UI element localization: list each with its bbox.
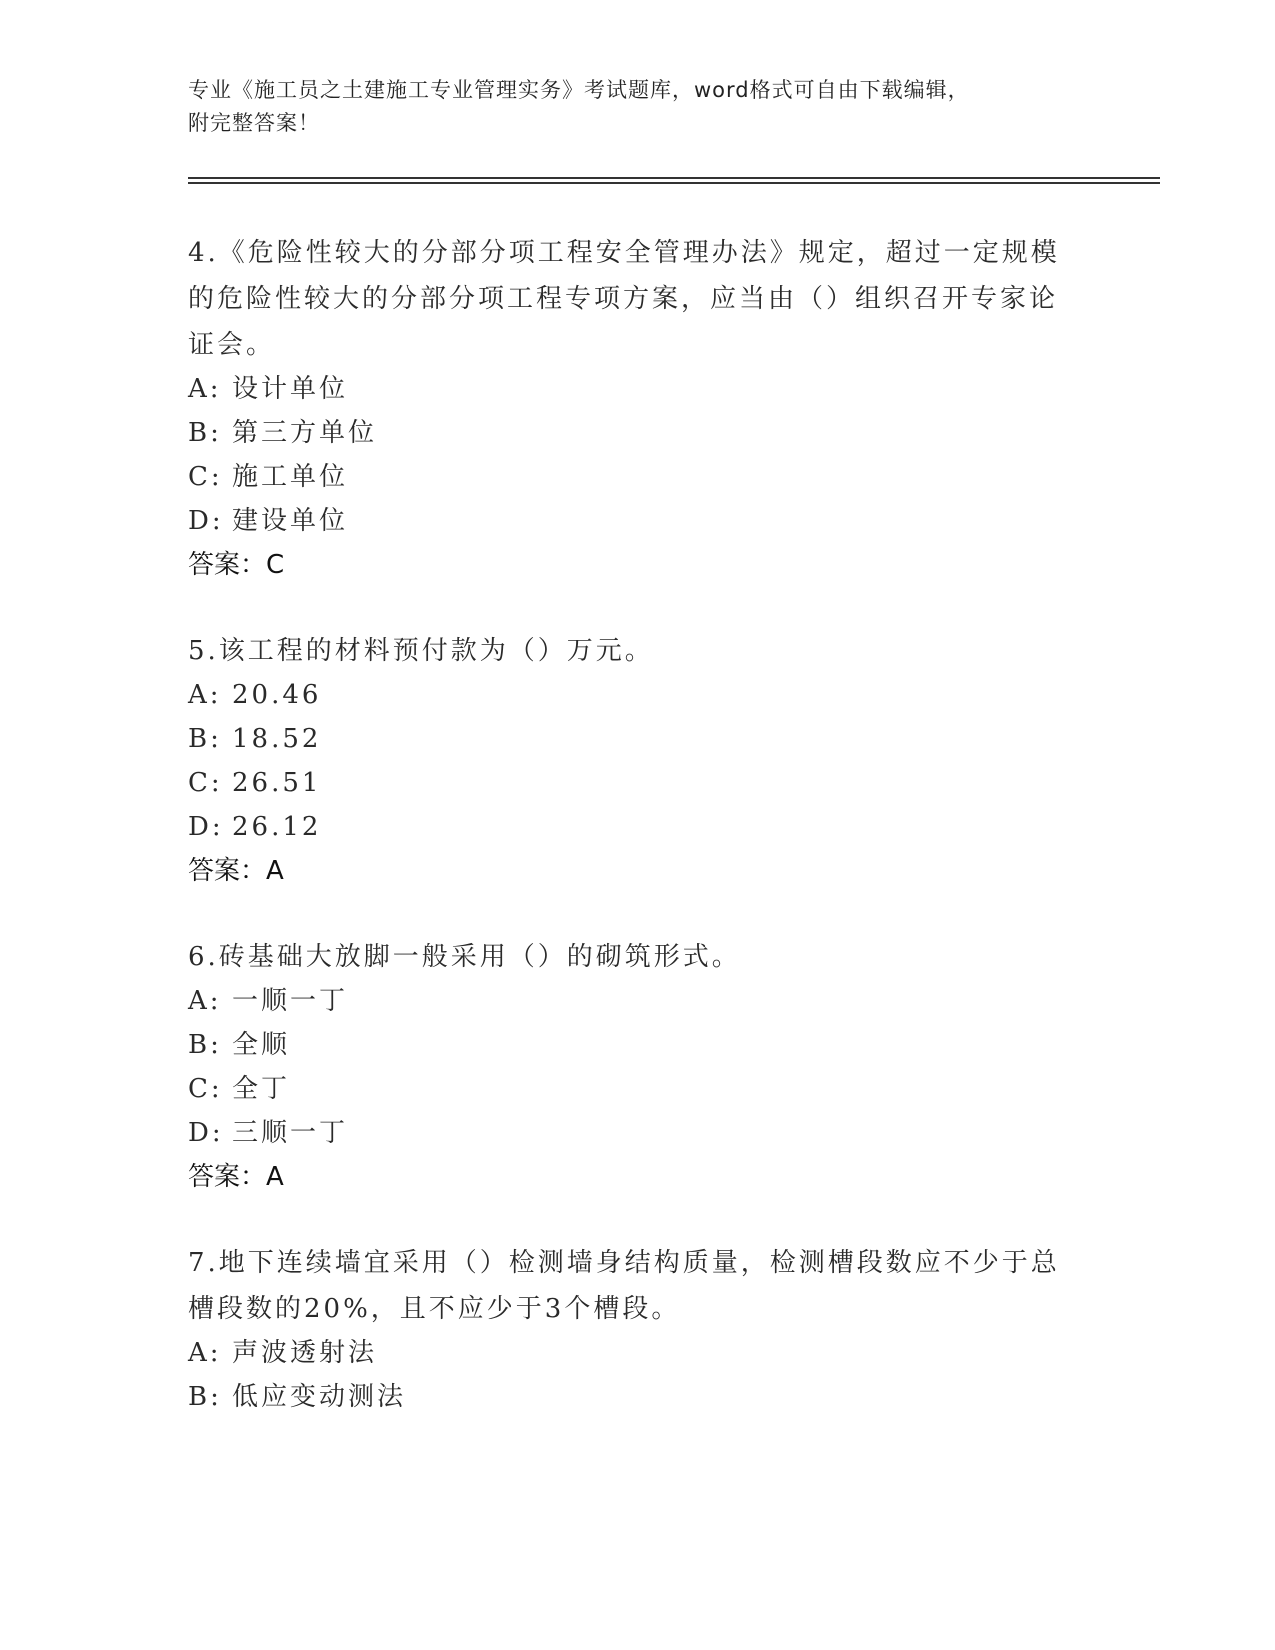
question-4-option-d bbox=[188, 498, 348, 544]
question-5-option-d bbox=[188, 804, 321, 850]
question-4-option-b bbox=[188, 410, 377, 456]
option-text: 全顺 bbox=[232, 1030, 291, 1060]
question-5-answer: 答案：A bbox=[188, 856, 284, 886]
question-7-text: 7.地下连续墙宜采用（）检测墙身结构质量，检测槽段数应不少于总槽段数的20%，且不应少于3个槽段。 bbox=[188, 1248, 1060, 1324]
option-key: A: bbox=[188, 986, 222, 1016]
option-text: 设计单位 bbox=[232, 374, 349, 404]
question-4-text: 4.《危险性较大的分部分项工程安全管理办法》规定，超过一定规模的危险性较大的分部分项工程专项方案，应当由（）组织召开专家论证会。 bbox=[188, 238, 1060, 360]
option-text: 18.52 bbox=[232, 724, 322, 754]
document-header bbox=[188, 74, 1068, 140]
question-6-option-b bbox=[188, 1022, 290, 1068]
option-key: D: bbox=[188, 1118, 224, 1148]
question-6-option-c bbox=[188, 1066, 290, 1112]
option-text: 全丁 bbox=[232, 1074, 291, 1104]
option-key: B: bbox=[188, 724, 222, 754]
option-key: A: bbox=[188, 1338, 222, 1368]
question-5-option-a bbox=[188, 672, 321, 718]
question-7-option-a bbox=[188, 1330, 377, 1376]
question-6-option-a bbox=[188, 978, 348, 1024]
question-5-text: 5.该工程的材料预付款为（）万元。 bbox=[188, 636, 654, 666]
question-5-option-c bbox=[188, 760, 321, 806]
option-text: 建设单位 bbox=[232, 506, 349, 536]
header-line-1: 专业《施工员之土建施工专业管理实务》考试题库，word格式可自由下载编辑， bbox=[188, 78, 970, 102]
option-text: 26.51 bbox=[232, 768, 322, 798]
option-key: C: bbox=[188, 768, 223, 798]
option-text: 低应变动测法 bbox=[232, 1382, 407, 1412]
option-key: C: bbox=[188, 1074, 223, 1104]
question-6-answer: 答案：A bbox=[188, 1162, 284, 1192]
option-key: D: bbox=[188, 812, 224, 842]
question-7-option-b bbox=[188, 1374, 406, 1420]
question-4-answer: 答案：C bbox=[188, 550, 285, 580]
option-key: A: bbox=[188, 374, 222, 404]
question-4-option-a bbox=[188, 366, 348, 412]
question-6-option-d bbox=[188, 1110, 348, 1156]
option-text: 26.12 bbox=[232, 812, 322, 842]
option-key: B: bbox=[188, 418, 222, 448]
option-text: 声波透射法 bbox=[232, 1338, 378, 1368]
option-text: 施工单位 bbox=[232, 462, 349, 492]
header-divider-top bbox=[188, 177, 1160, 179]
option-text: 20.46 bbox=[232, 680, 322, 710]
option-key: B: bbox=[188, 1382, 222, 1412]
option-text: 第三方单位 bbox=[232, 418, 378, 448]
header-divider-bottom bbox=[188, 182, 1160, 184]
question-6-text: 6.砖基础大放脚一般采用（）的砌筑形式。 bbox=[188, 942, 741, 972]
question-4-option-c bbox=[188, 454, 348, 500]
option-key: A: bbox=[188, 680, 222, 710]
question-5-option-b bbox=[188, 716, 321, 762]
option-key: D: bbox=[188, 506, 224, 536]
option-text: 一顺一丁 bbox=[232, 986, 349, 1016]
option-key: B: bbox=[188, 1030, 222, 1060]
header-line-2: 附完整答案！ bbox=[188, 111, 320, 135]
option-key: C: bbox=[188, 462, 223, 492]
option-text: 三顺一丁 bbox=[232, 1118, 349, 1148]
